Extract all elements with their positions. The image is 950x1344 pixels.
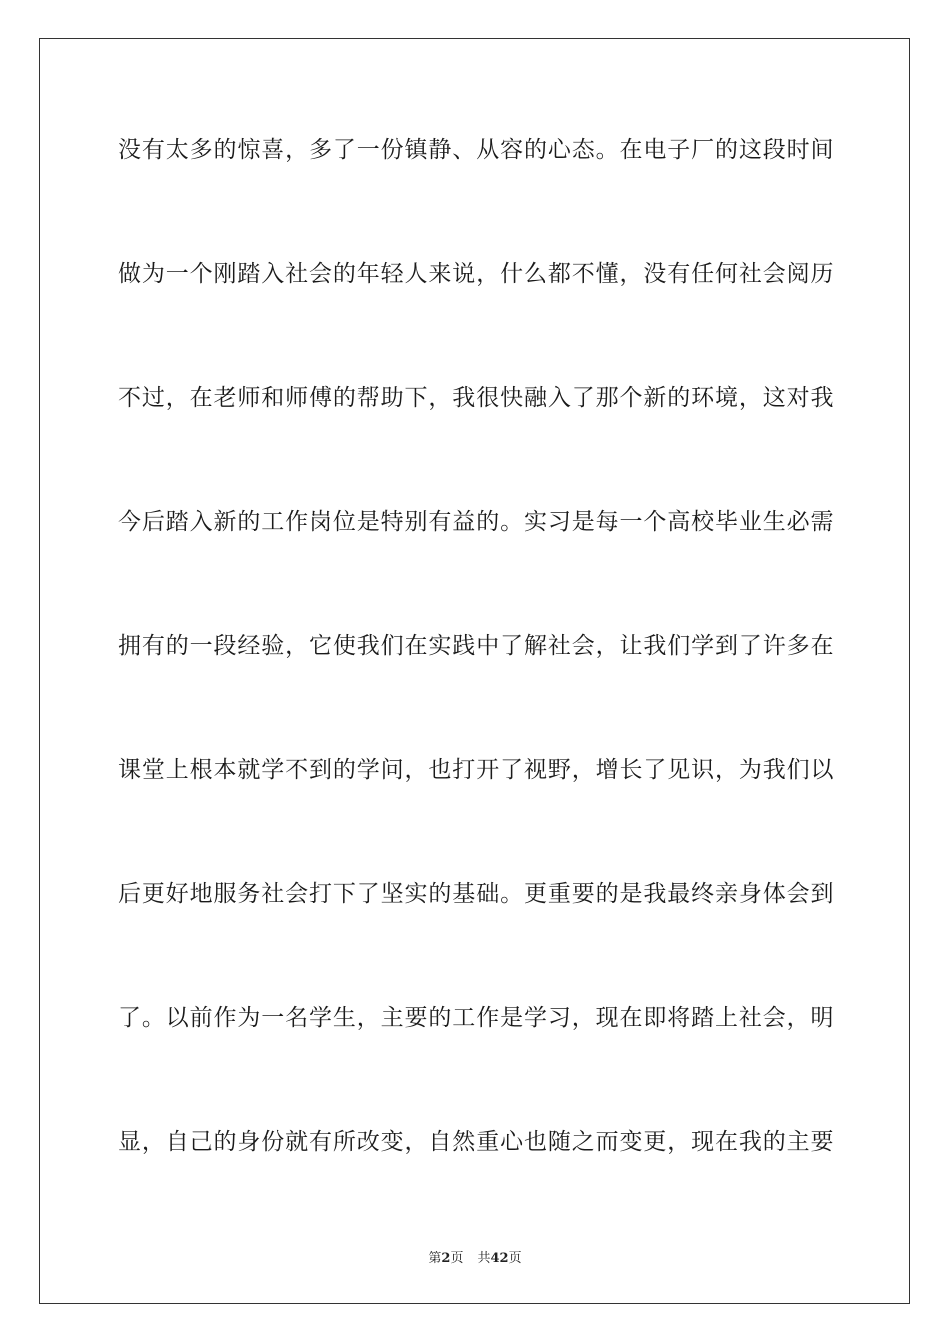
- body-text-line-6: 课堂上根本就学不到的学问，也打开了视野，增长了见识，为我们以: [118, 757, 834, 783]
- page-prefix: 第: [428, 1251, 442, 1266]
- page-number: 2: [441, 1251, 451, 1266]
- total-pages: 42: [490, 1251, 509, 1266]
- body-text-line-4: 今后踏入新的工作岗位是特别有益的。实习是每一个高校毕业生必需: [118, 509, 834, 535]
- body-text-line-7: 后更好地服务社会打下了坚实的基础。更重要的是我最终亲身体会到: [118, 881, 834, 907]
- body-text-line-3: 不过，在老师和师傅的帮助下，我很快融入了那个新的环境，这对我: [118, 385, 834, 411]
- total-suffix: 页: [508, 1251, 522, 1266]
- body-text-line-5: 拥有的一段经验，它使我们在实践中了解社会，让我们学到了许多在: [118, 633, 834, 659]
- body-text-line-2: 做为一个刚踏入社会的年轻人来说，什么都不懂，没有任何社会阅历: [118, 261, 834, 287]
- body-text-line-8: 了。以前作为一名学生，主要的工作是学习，现在即将踏上社会，明: [118, 1005, 834, 1031]
- body-text-line-1: 没有太多的惊喜，多了一份镇静、从容的心态。在电子厂的这段时间: [118, 137, 834, 163]
- total-prefix: 共: [477, 1251, 491, 1266]
- page-frame: [39, 38, 910, 1304]
- page-suffix: 页: [450, 1251, 464, 1266]
- body-text-line-9: 显，自己的身份就有所改变，自然重心也随之而变更，现在我的主要: [118, 1129, 834, 1155]
- page-footer: [0, 1247, 950, 1266]
